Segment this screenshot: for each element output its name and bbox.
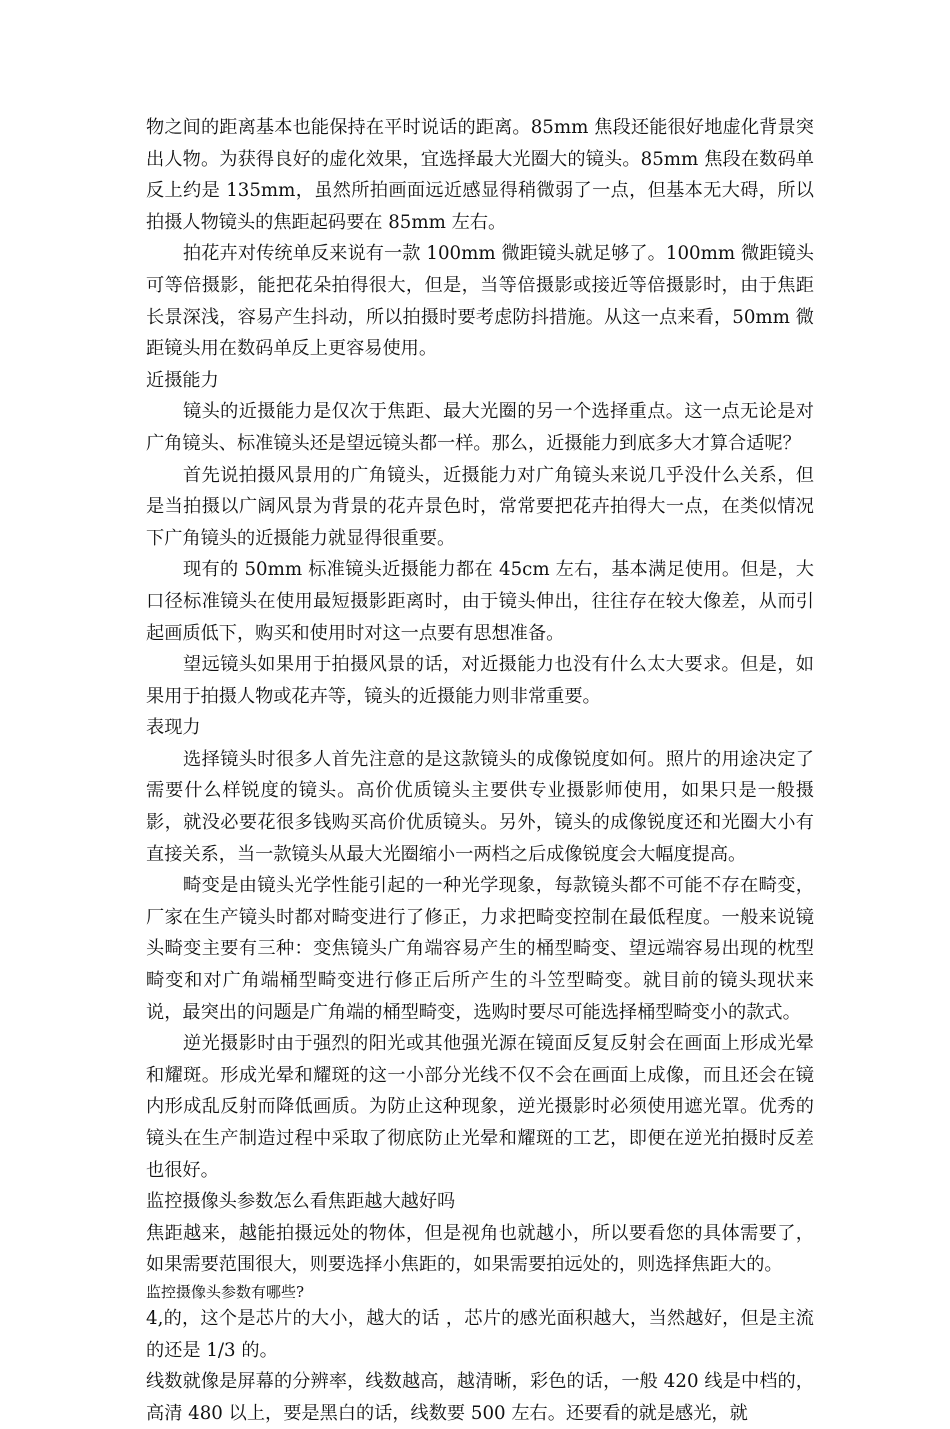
subheading: 监控摄像头参数有哪些? <box>146 1282 305 1301</box>
paragraph: 畸变是由镜头光学性能引起的一种光学现象，每款镜头都不可能不存在畸变，厂家在生产镜头时都对畸变进行了修正，力求把畸变控制在最低程度。一般来说镜头畸变主要有三种：变焦镜头广角端容易产生的桶型畸变、望远端容易出现的枕型畸变和对广角端桶型畸变进行修正后所产生的斗笠型畸变。就目前的镜头现状来说，最突出的问题是广角端的桶型畸变，选购时要尽可能选择桶型畸变小的款式。 <box>146 875 814 1023</box>
paragraph: 镜头的近摄能力是仅次于焦距、最大光圈的另一个选择重点。这一点无论是对广角镜头、标准镜头还是望远镜头都一样。那么，近摄能力到底多大才算合适呢？ <box>146 401 814 454</box>
paragraph: 物之间的距离基本也能保持在平时说话的距离。85mm 焦段还能很好地虚化背景突出人物。为获得良好的虚化效果，宜选择最大光圈大的镜头。85mm 焦段在数码单反上约是 135mm，虽然所拍画面远近感显得稍微弱了一点，但基本无大碍，所以拍摄人物镜头的焦距起码要在 85mm 左右。 <box>146 117 814 233</box>
document-page <box>146 112 814 1429</box>
paragraph: 拍花卉对传统单反来说有一款 100mm 微距镜头就足够了。100mm 微距镜头可等倍摄影，能把花朵拍得很大，但是，当等倍摄影或接近等倍摄影时，由于焦距长景深浅，容易产生抖动，所以拍摄时要考虑防抖措施。从这一点来看，50mm 微距镜头用在数码单反上更容易使用。 <box>146 243 814 360</box>
paragraph: 线数就像是屏幕的分辨率，线数越高，越清晰，彩色的话，一般 420 线是中档的，高清 480 以上，要是黑白的话，线数要 500 左右。还要看的就是感光，就 <box>146 1371 814 1424</box>
paragraph: 逆光摄影时由于强烈的阳光或其他强光源在镜面反复反射会在画面上形成光晕和耀斑。形成光晕和耀斑的这一小部分光线不仅不会在画面上成像，而且还会在镜内形成乱反射而降低画质。为防止这种现象，逆光摄影时必须使用遮光罩。优秀的镜头在生产制造过程中采取了彻底防止光晕和耀斑的工艺，即便在逆光拍摄时反差也很好。 <box>146 1033 814 1181</box>
paragraph: 焦距越来，越能拍摄远处的物体，但是视角也就越小，所以要看您的具体需要了，如果需要范围很大，则要选择小焦距的，如果需要拍远处的，则选择焦距大的。 <box>146 1222 814 1276</box>
section-heading: 近摄能力 <box>146 369 219 391</box>
paragraph: 首先说拍摄风景用的广角镜头，近摄能力对广角镜头来说几乎没什么关系，但是当拍摄以广阔风景为背景的花卉景色时，常常要把花卉拍得大一点，在类似情况下广角镜头的近摄能力就显得很重要。 <box>146 464 814 549</box>
paragraph: 现有的 50mm 标准镜头近摄能力都在 45cm 左右，基本满足使用。但是，大口径标准镜头在使用最短摄影距离时，由于镜头伸出，往往存在较大像差，从而引起画质低下，购买和使用时对这一点要有思想准备。 <box>146 559 814 644</box>
section-heading: 表现力 <box>146 717 201 739</box>
paragraph: 望远镜头如果用于拍摄风景的话，对近摄能力也没有什么太大要求。但是，如果用于拍摄人物或花卉等，镜头的近摄能力则非常重要。 <box>146 654 814 707</box>
paragraph: 选择镜头时很多人首先注意的是这款镜头的成像锐度如何。照片的用途决定了需要什么样锐度的镜头。高价优质镜头主要供专业摄影师使用，如果只是一般摄影，就没必要花很多钱购买高价优质镜头。另外，镜头的成像锐度还和光圈大小有直接关系，当一款镜头从最大光圈缩小一两档之后成像锐度会大幅度提高。 <box>146 748 814 865</box>
paragraph: 4,的，这个是芯片的大小，越大的话 ，芯片的感光面积越大，当然越好，但是主流的还是 1/3 的。 <box>146 1307 814 1361</box>
section-heading: 监控摄像头参数怎么看焦距越大越好吗 <box>146 1191 456 1213</box>
